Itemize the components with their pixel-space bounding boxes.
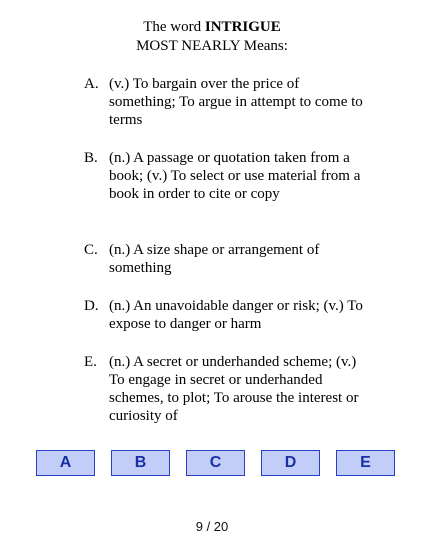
option-text: (n.) A size shape or arrangement of something	[109, 242, 320, 276]
option-text: (v.) To bargain over the price of something; To argue in attempt to come to terms	[109, 76, 363, 128]
question-prompt	[0, 18, 424, 56]
question-prefix: The word	[143, 19, 205, 35]
answer-e-button[interactable]: E	[336, 450, 395, 476]
option-text: (n.) An unavoidable danger or risk; (v.) To expose to danger or harm	[109, 298, 363, 332]
answer-c-button[interactable]: C	[186, 450, 245, 476]
answer-button-row	[36, 450, 396, 476]
option-letter: D.	[84, 298, 99, 314]
option-letter: C.	[84, 242, 98, 258]
option-letter: A.	[84, 76, 99, 92]
page-counter: 9 / 20	[195, 519, 229, 534]
answer-b-button[interactable]: B	[111, 450, 170, 476]
question-line-2: MOST NEARLY Means:	[136, 38, 288, 54]
option-text: (n.) A secret or underhanded scheme; (v.) To engage in secret or underhanded schemes, to plot; To arouse the interest or curiosity of	[109, 354, 359, 424]
answer-a-button[interactable]: A	[36, 450, 95, 476]
question-word: INTRIGUE	[204, 19, 281, 35]
option-letter: B.	[84, 150, 98, 166]
question-line-1	[0, 18, 424, 37]
option-text: (n.) A passage or quotation taken from a book; (v.) To select or use material from a book in order to cite or copy	[109, 150, 361, 202]
option-letter: E.	[84, 354, 97, 370]
answer-d-button[interactable]: D	[261, 450, 320, 476]
